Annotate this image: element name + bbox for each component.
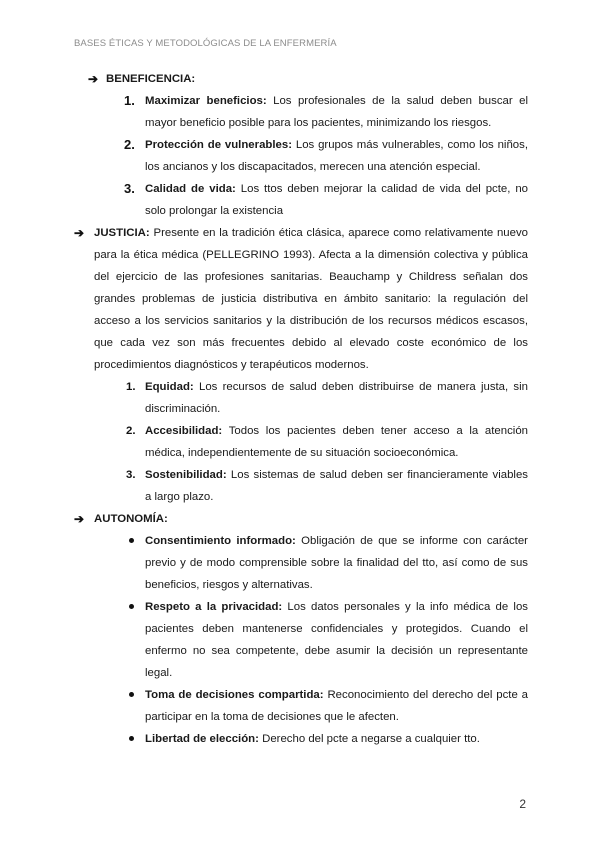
item-term: Equidad: (145, 381, 194, 393)
bullet-icon (129, 736, 134, 741)
section-autonomia (0, 508, 600, 530)
item-number: 1. (126, 381, 136, 393)
section-justicia (0, 222, 600, 376)
page-header: BASES ÉTICAS Y METODOLÓGICAS DE LA ENFERMERÍA (74, 38, 337, 49)
item-number: 2. (126, 425, 136, 437)
bullet-item (0, 684, 600, 728)
bullet-item (0, 530, 600, 596)
item-number: 2. (124, 137, 135, 152)
section-text: Presente en la tradición ética clásica, aparece como relativamente nuevo para la ética médica (PELLEGRINO 1993). Afecta a la dimensión colectiva y pública del ejercicio de las profesiones sanitarias. Beauchamp y Childress señalan dos grandes problemas de justicia distributiva en ámbito sanitario: la regulación del acceso a los servicios sanitarios y la distribución de los recursos médicos escasos, que cada vez son más frecuentes debido al elevado coste económico de los procedimientos diagnósticos y terapéuticos modernos. (94, 227, 528, 371)
item-text: Derecho del pcte a negarse a cualquier tto. (258, 733, 480, 745)
item-term: Toma de decisiones compartida: (145, 689, 324, 701)
item-text: Los ttos deben mejorar la calidad de vida del pcte, no solo prolongar la existencia (145, 183, 528, 217)
bullet-icon (129, 604, 134, 609)
bullet-item (0, 728, 600, 750)
list-item (0, 376, 600, 420)
item-term: Sostenibilidad: (145, 469, 227, 481)
list-item (0, 134, 600, 178)
list-item (0, 464, 600, 508)
bullet-item (0, 596, 600, 684)
section-heading: BENEFICENCIA: (106, 73, 196, 85)
item-term: Accesibilidad: (145, 425, 223, 437)
item-term: Consentimiento informado: (145, 535, 296, 547)
item-text: Los recursos de salud deben distribuirse de manera justa, sin discriminación. (145, 381, 528, 415)
item-text: Los profesionales de la salud deben buscar el mayor beneficio posible para los pacientes, minimizando los riesgos. (145, 95, 528, 129)
bullet-icon (129, 538, 134, 543)
item-term: Calidad de vida: (145, 183, 236, 195)
item-text: Reconocimiento del derecho del pcte a participar en la toma de decisiones que le afecten. (145, 689, 528, 723)
section-heading: AUTONOMÍA: (94, 513, 168, 525)
page-number: 2 (519, 797, 526, 811)
item-number: 3. (126, 469, 136, 481)
document-body (0, 68, 600, 750)
section-heading: JUSTICIA: (94, 227, 150, 239)
list-item (0, 178, 600, 222)
bullet-icon (129, 692, 134, 697)
arrow-icon: ➔ (74, 226, 85, 240)
list-item (0, 90, 600, 134)
item-term: Respeto a la privacidad: (145, 601, 283, 613)
item-text: Los grupos más vulnerables, como los niños, los ancianos y los discapacitados, merecen una atención especial. (145, 139, 528, 173)
section-beneficencia (0, 68, 600, 90)
item-text: Los datos personales y la info médica de los pacientes deben mantenerse confidenciales y protegidos. Cuando el enfermo no sea competente, debe asumir la decisión un representante legal. (145, 601, 528, 679)
list-item (0, 420, 600, 464)
item-term: Libertad de elección: (145, 733, 259, 745)
item-number: 3. (124, 181, 135, 196)
arrow-icon: ➔ (74, 512, 85, 526)
item-number: 1. (124, 93, 135, 108)
item-text: Los sistemas de salud deben ser financieramente viables a largo plazo. (145, 469, 528, 503)
item-text: Todos los pacientes deben tener acceso a la atención médica, independientemente de su situación socioeconómica. (145, 425, 528, 459)
item-text: Obligación de que se informe con carácter previo y de modo comprensible sobre la finalidad del tto, así como de sus beneficios, riesgos y alternativas. (145, 535, 528, 591)
item-term: Protección de vulnerables: (145, 139, 292, 151)
item-term: Maximizar beneficios: (145, 95, 267, 107)
arrow-icon: ➔ (88, 72, 99, 86)
